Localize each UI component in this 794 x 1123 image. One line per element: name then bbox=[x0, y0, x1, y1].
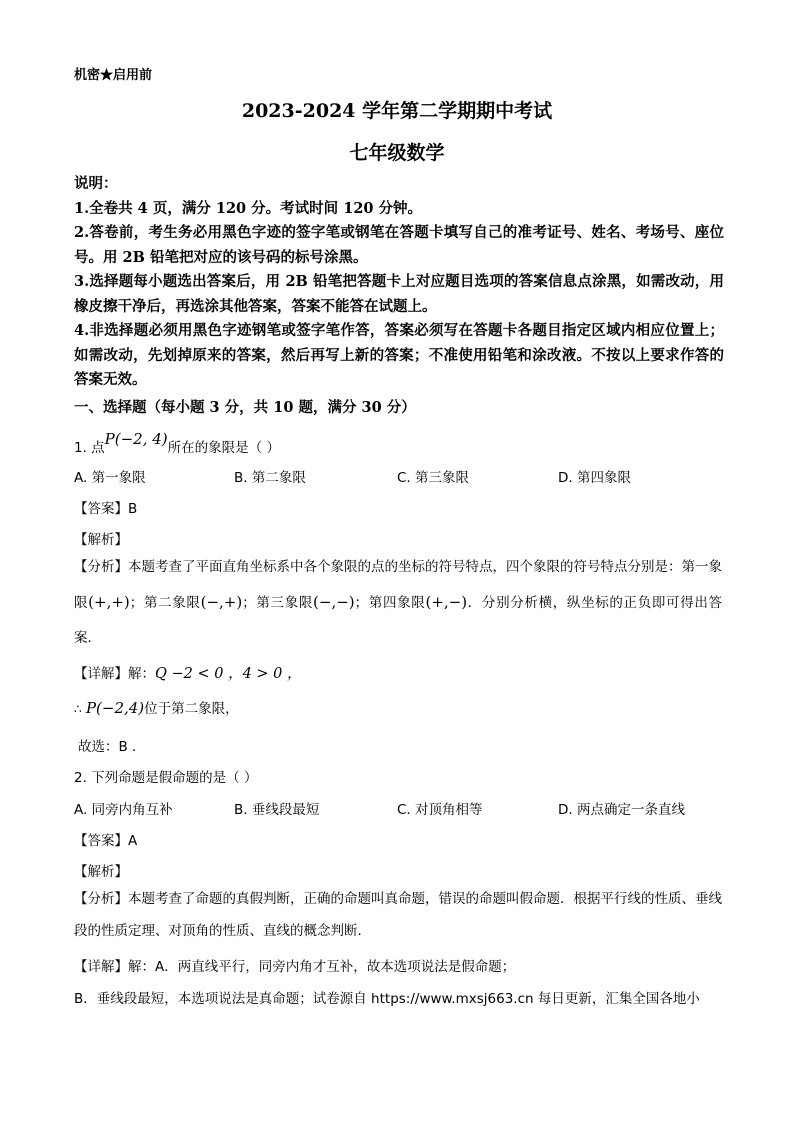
q2-option-a: A. 同旁内角互补 bbox=[74, 802, 173, 818]
q1-option-a: A. 第一象限 bbox=[74, 470, 146, 486]
q2-answer-tag: 【答案】 bbox=[74, 833, 128, 849]
q1-sign-2: (−,+) bbox=[200, 593, 243, 611]
q2-detail-tag: 【详解】 bbox=[74, 959, 128, 975]
q1-sign-4: (+,−) bbox=[425, 593, 468, 611]
q2-detail bbox=[74, 955, 515, 975]
q1-conclusion bbox=[74, 697, 239, 717]
q2-line-b: B．垂线段最短，本选项说法是真命题；试卷源自 https://www.mxsj663.cn 每日更新，汇集全国各地小 bbox=[74, 991, 700, 1007]
q1-answer-tag: 【答案】 bbox=[74, 501, 128, 517]
question-1-stem bbox=[74, 430, 280, 456]
q1-point-2: P(−2,4) bbox=[85, 699, 145, 717]
q1-option-c: C. 第三象限 bbox=[397, 470, 470, 486]
q1-inequality: Q −2 < 0 ，4 > 0 ， bbox=[155, 666, 302, 682]
q2-fenxi-text: 本题考查了命题的真假判断，正确的命题叫真命题，错误的命题叫假命题．根据平行线的性质、垂线段的性质定理、对顶角的性质、直线的概念判断． bbox=[74, 891, 722, 939]
q2-option-b: B. 垂线段最短 bbox=[234, 802, 320, 818]
q2-answer bbox=[74, 829, 137, 849]
q2-detail-text: 解：A．两直线平行，同旁内角才互补，故本选项说法是假命题； bbox=[128, 959, 516, 975]
q1-fenxi bbox=[74, 550, 722, 656]
instructions-heading: 说明： bbox=[74, 175, 118, 192]
instruction-item-3: 3.选择题每小题选出答案后，用 2B 铅笔把答题卡上对应题目选项的答案信息点涂黑，如需改动，用橡皮擦干净后，再选涂其他答案，答案不能答在试题上。 bbox=[74, 273, 724, 315]
q1-detail bbox=[74, 662, 302, 683]
q1-detail-text: 解： bbox=[128, 666, 155, 682]
q1-option-b: B. 第二象限 bbox=[234, 470, 306, 486]
q1-fenxi-text-1: 本题考查了平面直角坐标系中各个象限的点的坐标的符号特点，四个象限的符号特点分别是：第一象限 bbox=[74, 559, 722, 611]
instructions bbox=[74, 172, 724, 393]
q2-fenxi bbox=[74, 883, 722, 947]
q1-point: P(−2, 4) bbox=[104, 430, 168, 448]
q1-prefix: 1. 点 bbox=[74, 440, 105, 456]
q2-analysis-tag: 【解析】 bbox=[74, 864, 128, 880]
q1-fenxi-text-3: ；第三象限 bbox=[242, 595, 314, 611]
q1-choice: 故选：B ． bbox=[78, 739, 146, 755]
q2-answer-value: A bbox=[128, 833, 138, 849]
q2-option-c: C. 对顶角相等 bbox=[397, 802, 483, 818]
q1-detail-tag: 【详解】 bbox=[74, 666, 128, 682]
q1-suffix: 所在的象限是（ ） bbox=[167, 440, 280, 456]
exam-title: 2023-2024 学年第二学期期中考试 bbox=[241, 100, 553, 122]
q1-fenxi-text-2: ；第二象限 bbox=[129, 595, 201, 611]
q1-answer-value: B bbox=[128, 501, 138, 517]
therefore-symbol: ∴ bbox=[74, 702, 82, 716]
instruction-item-2: 2.答卷前，考生务必用黑色字迹的签字笔或钢笔在答题卡填写自己的准考证号、姓名、考场号、座位号。用 2B 铅笔把对应的该号码的标号涂黑。 bbox=[74, 224, 724, 266]
instruction-item-1: 1.全卷共 4 页，满分 120 分。考试时间 120 分钟。 bbox=[74, 199, 423, 217]
q1-option-d: D. 第四象限 bbox=[558, 470, 631, 486]
instruction-item-4: 4.非选择题必须用黑色字迹钢笔或签字笔作答，答案必须写在答题卡各题目指定区域内相应位置上；如需改动，先划掉原来的答案，然后再写上新的答案；不准使用铅笔和涂改液。不按以上要求作答的答案无效。 bbox=[74, 322, 724, 388]
exam-subject: 七年级数学 bbox=[349, 142, 445, 164]
q1-fenxi-text-4: ；第四象限 bbox=[354, 595, 426, 611]
q1-conclusion-text: 位于第二象限， bbox=[144, 701, 239, 717]
confidential-label: 机密★启用前 bbox=[74, 68, 153, 83]
q1-answer bbox=[74, 497, 137, 517]
q1-fenxi-tag: 【分析】 bbox=[74, 559, 128, 575]
q2-option-d: D. 两点确定一条直线 bbox=[558, 802, 685, 818]
q1-sign-3: (−,−) bbox=[313, 593, 355, 611]
q1-fenxi-text-5: ．分别分析横，纵坐标的正负即可得出答案． bbox=[74, 595, 723, 646]
question-2-stem: 2. 下列命题是假命题的是（ ） bbox=[74, 770, 258, 786]
q1-sign-1: (+,+) bbox=[88, 593, 130, 611]
q1-analysis-tag: 【解析】 bbox=[74, 532, 128, 548]
q2-fenxi-tag: 【分析】 bbox=[74, 891, 128, 907]
section-heading: 一、选择题（每小题 3 分，共 10 题，满分 30 分） bbox=[74, 399, 416, 416]
